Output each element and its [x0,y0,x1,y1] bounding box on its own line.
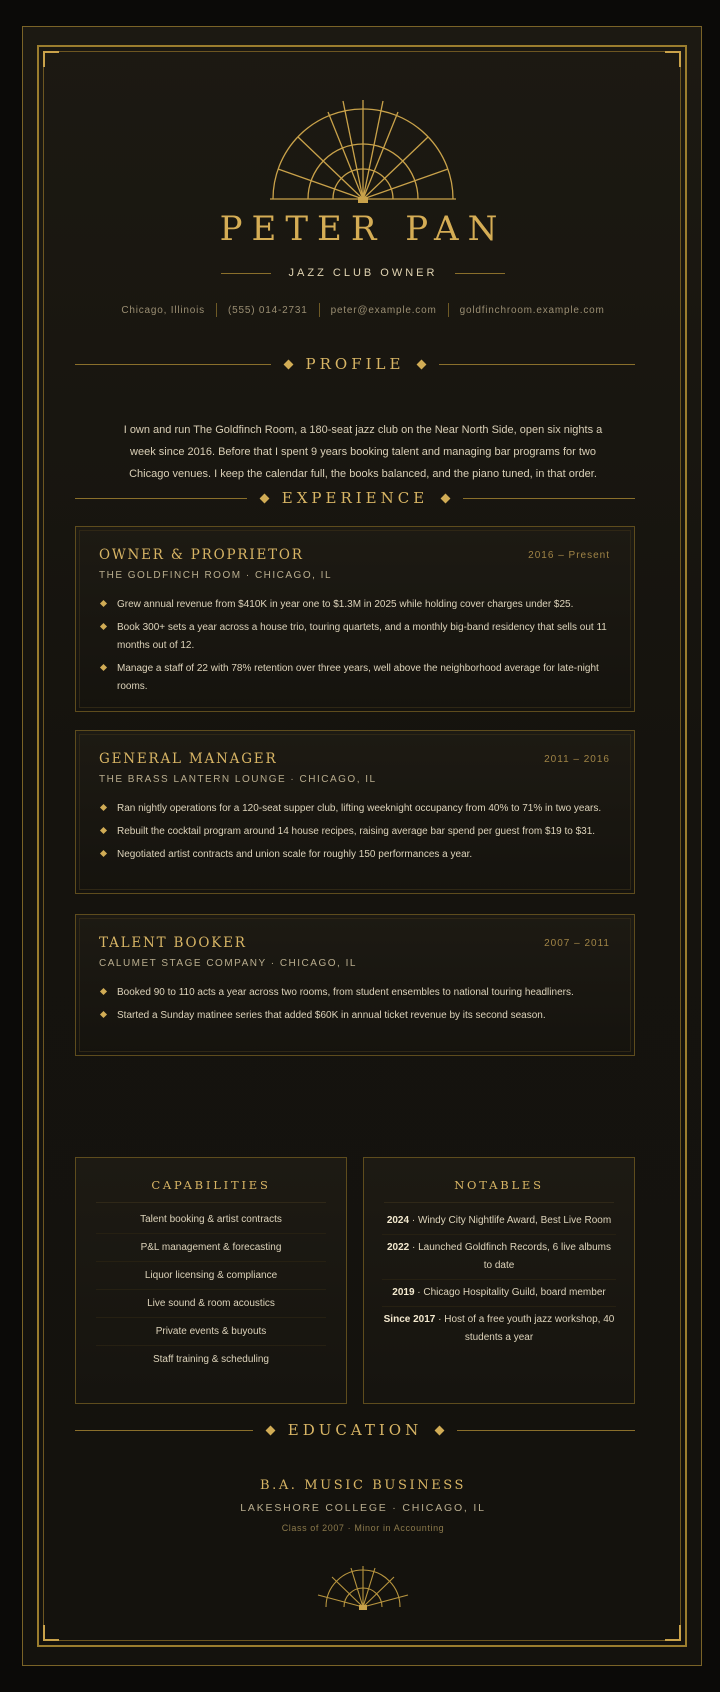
education-school: LAKESHORE COLLEGE · CHICAGO, IL [240,1502,486,1514]
capability-item: Staff training & scheduling [152,1354,269,1365]
notable-year: Since 2017 [383,1314,436,1325]
achievement-item: Grew annual revenue from $410K in year one to $1.3M in 2025 while holding cover charges under $25. [99,596,612,614]
profile-summary: I own and run The Goldfinch Room, a 180-seat jazz club on the Near North Side, open six nights a week since 2016. Before that I spent 9 years booking talent and managing bar programs for two Chicago venues. I keep the calendar full, the books balanced, and the piano tuned, in that order. [123,424,603,480]
job-role: OWNER & PROPRIETOR [99,547,304,563]
diamond-bullet-icon [100,664,107,671]
divider [75,498,247,499]
notables-list [382,1208,616,1351]
corner-ornament [43,1625,59,1641]
divider [75,364,271,365]
section-heading-experience [75,489,635,507]
achievement-list [99,800,612,869]
corner-ornament [665,1625,681,1641]
achievement-item: Booked 90 to 110 acts a year across two rooms, from student ensembles to national touring headliners. [99,984,612,1002]
capability-item: Liquor licensing & compliance [96,1262,326,1290]
achievement-item: Ran nightly operations for a 120-seat supper club, lifting weeknight occupancy from 40% to 71% in two years. [99,800,612,818]
notable-text: · Launched Goldfinch Records, 6 live albums to date [409,1242,612,1271]
notable-text: · Host of a free youth jazz workshop, 40 students a year [435,1314,615,1343]
sunburst-icon [316,1565,410,1613]
section-title: PROFILE [305,355,405,373]
job-dates: 2007 – 2011 [544,938,610,949]
job-role: GENERAL MANAGER [99,751,278,767]
panel-title: CAPABILITIES [151,1178,271,1192]
capability-item: P&L management & forecasting [96,1234,326,1262]
job-title: JAZZ CLUB OWNER [288,267,438,279]
divider [457,1430,635,1431]
contact-row [23,303,703,317]
resume-page [22,26,702,1666]
section-heading-education [75,1421,635,1439]
capability-item: Live sound & room acoustics [96,1290,326,1318]
diamond-bullet-icon [100,623,107,630]
job-role: TALENT BOOKER [99,935,247,951]
divider [96,1202,326,1203]
divider [75,1430,253,1431]
divider [448,303,449,317]
notable-year: 2019 [392,1287,415,1298]
diamond-bullet-icon [100,1011,107,1018]
experience-entry [75,730,635,894]
section-title: EDUCATION [287,1421,423,1439]
divider [455,273,505,274]
notable-text: · Windy City Nightlife Award, Best Live Room [409,1215,612,1226]
notable-year: 2022 [386,1242,410,1253]
achievement-list [99,984,612,1030]
diamond-icon [417,359,427,369]
achievement-item: Rebuilt the cocktail program around 14 house recipes, raising average bar spend per guest from $19 to $31. [99,823,612,841]
job-company: CALUMET STAGE COMPANY · CHICAGO, IL [99,958,357,969]
section-heading-profile [75,355,635,373]
divider [463,498,635,499]
contact-phone[interactable]: (555) 014-2731 [227,304,308,316]
job-company: THE GOLDFINCH ROOM · CHICAGO, IL [99,570,333,581]
notables-panel [363,1157,635,1404]
achievement-item: Started a Sunday matinee series that added $60K in annual ticket revenue by its second season. [99,1007,612,1025]
capabilities-panel [75,1157,347,1404]
job-dates: 2016 – Present [528,550,610,561]
experience-entry [75,914,635,1056]
corner-ornament [43,51,59,67]
education-note: Class of 2007 · Minor in Accounting [281,1523,445,1533]
divider [384,1202,614,1203]
diamond-bullet-icon [100,600,107,607]
panel-title: NOTABLES [454,1178,544,1192]
section-title: EXPERIENCE [281,489,429,507]
experience-entry [75,526,635,712]
diamond-icon [265,1425,275,1435]
diamond-bullet-icon [100,988,107,995]
job-company: THE BRASS LANTERN LOUNGE · CHICAGO, IL [99,774,377,785]
sunburst-icon [268,97,458,209]
diamond-bullet-icon [100,850,107,857]
job-dates: 2011 – 2016 [544,754,610,765]
diamond-icon [435,1425,445,1435]
divider [319,303,320,317]
divider [221,273,271,274]
notable-item [382,1307,616,1351]
notable-item [382,1208,616,1235]
divider [439,364,635,365]
notable-text: · Chicago Hospitality Guild, board member [414,1287,606,1298]
diamond-icon [283,359,293,369]
capabilities-list [96,1206,326,1374]
notable-item [382,1235,616,1280]
diamond-bullet-icon [100,827,107,834]
achievement-item: Book 300+ sets a year across a house trio, touring quartets, and a monthly big-band residency that sells out 11 months out of 12. [99,619,612,655]
education-degree: B.A. MUSIC BUSINESS [259,1478,467,1493]
notable-year: 2024 [386,1215,410,1226]
contact-location: Chicago, Illinois [121,304,205,316]
diamond-bullet-icon [100,804,107,811]
diamond-icon [259,493,269,503]
achievement-list [99,596,612,701]
divider [216,303,217,317]
notable-item [382,1280,616,1307]
job-title-row [23,267,703,279]
candidate-name: PETER PAN [219,209,507,249]
contact-email[interactable]: peter@example.com [330,304,437,316]
capability-item: Private events & buyouts [96,1318,326,1346]
corner-ornament [665,51,681,67]
capability-item: Talent booking & artist contracts [96,1206,326,1234]
achievement-item: Manage a staff of 22 with 78% retention over three years, well above the neighborhood average for late-night rooms. [99,660,612,696]
achievement-item: Negotiated artist contracts and union scale for roughly 150 performances a year. [99,846,612,864]
contact-website[interactable]: goldfinchroom.example.com [459,304,605,316]
diamond-icon [441,493,451,503]
